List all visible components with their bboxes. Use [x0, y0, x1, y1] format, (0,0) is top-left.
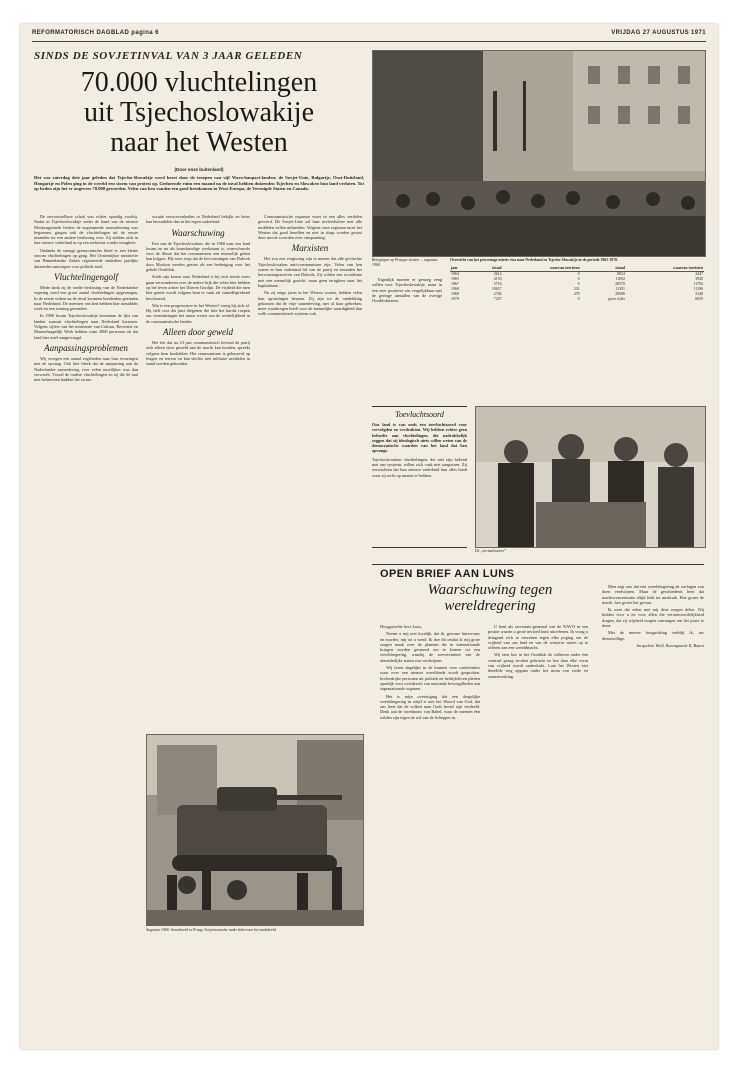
box-lead: Ons land is van ouds een toevluchtsoord voor vervolgden en verdrukten. Wij hebben echter geen behoefte aan vluchtelingen, die nadrukkelijk zeggen dat zij ideologisch niets willen weten van de democratische waarden van het land dat hen opvangt.: [372, 422, 467, 454]
table-cell: 1969: [451, 291, 459, 296]
table-cell: 28370: [615, 281, 625, 286]
photo-normalisators: [475, 406, 706, 548]
table-cell: 5340: [695, 291, 703, 296]
open-letter-title-line-1: Waarschuwing tegen: [427, 582, 553, 598]
table-cell: 1964: [451, 271, 459, 276]
table-cell: 11391: [615, 286, 625, 291]
photo-tanks-prague: [146, 734, 364, 926]
table-header-cell: waarvan toeristen: [626, 266, 704, 272]
table-cell: 2782: [493, 291, 502, 296]
table-cell: 0: [577, 276, 580, 281]
paragraph: Wij zien hoe in het Oostblok de volkeren onder één centraal gezag worden gebracht en hoe daar elke vorm van vrijheid wordt onderdrukt. Laat het Westen niet dezelfde weg opgaan onder het mom van vrede en samenwerking.: [488, 652, 588, 679]
photo-normalisators-caption: De „normalisators”: [475, 549, 506, 553]
table-row: [450, 297, 704, 302]
table-cell: 231: [573, 286, 580, 291]
subheading: Vluchtelingengolf: [54, 271, 118, 282]
photo-demonstration: [372, 50, 706, 257]
table-cell: 479: [573, 291, 580, 296]
paragraph: Men zegt ons dat een wereldregering de oorlogen zou doen verdwijnen. Maar de geschiedenis leert dat machtsconcentratie altijd leidt tot misbruik. Hoe groter de macht, hoe groter het gevaar.: [602, 584, 704, 605]
table-header-cell: waarvan toeristen: [503, 266, 581, 272]
table-title: Overzicht van het percentage uitreis visa naar Nederland en Tsjecho-Slowakije in de periode 1965-1970.: [450, 258, 618, 262]
source-line: (Door onze buitenland): [174, 167, 224, 172]
table-cell: 11196: [693, 286, 703, 291]
open-letter-column-3: [602, 584, 704, 1034]
table-header-cell: totaal: [581, 266, 626, 272]
section-rule: [372, 564, 704, 566]
headline-line-3: naar het Westen: [110, 127, 288, 158]
newspaper-page: [20, 24, 718, 1049]
photo-tanks-image: [147, 735, 363, 925]
paragraph: Het feit dat na 23 jaar communistisch bewind de partij zich alleen door geweld aan de macht kan houden, spreekt volgens hem boekdelen. Het communisme is gebaseerd op leugen en terreur en kan slechts met militaire middelen in stand worden gehouden.: [146, 340, 250, 367]
table-cell: 2447: [695, 271, 703, 276]
table-cell: 28586: [615, 291, 625, 296]
open-letter-title: [380, 582, 600, 618]
table-cell: 1970: [451, 296, 459, 301]
paragraph: Met de meeste hoogachting verblijf ik, uw dienstwillige,: [602, 630, 704, 641]
subheading: Alleen door geweld: [163, 327, 233, 338]
paper-date: VRIJDAG 27 AUGUSTUS 1971: [611, 30, 706, 36]
paragraph: De onvoorstelbare schok was echter spoedig voorbij. Nadat in Tsjechoslowakije onder de hand van de nieuwe Moskougezinde leiders de zogenaamde normalisering was begonnen, gingen ook de vluchtelingen uit de eerste maanden tot een andere beslissing over. Zij stelden zich in hun nieuwe vaderland in op een toekomst zonder terugkeer.: [34, 214, 138, 246]
table-body: [450, 271, 704, 302]
paragraph: Het zou een vergissing zijn te menen dat alle gevluchte Tsjechoslowaken anti-communisten zijn. Velen van hen waren in hun vaderland lid van de partij en steunden het hervormingsstreven van Dubcek. Zij wilden een socialisme met een menselijk gezicht, maar geen terugkeer naar het kapitalisme.: [258, 256, 362, 288]
paragraph: Communistische expansie moet in een alles verdelen gevoerd. De Sovjet-Unie zal haar invloedssfeer met alle middelen willen uitbreiden. Volgens onze zegsman moet het Westen dat goed beseffen en niet in slaap worden gesust door mooie woorden over ontspanning.: [258, 214, 362, 241]
subheading: Waarschuwing: [171, 227, 225, 238]
signature: Jacqueline Weiß, Rozengaarde II, Baarn: [636, 642, 704, 648]
table-cell: 3920: [695, 276, 703, 281]
table-cell: 7257: [493, 296, 502, 301]
open-letter-title-line-2: wereldregering: [444, 598, 536, 614]
photo-demonstration-image: [373, 51, 705, 256]
stats-table: [450, 266, 704, 302]
open-letter-column-2: [488, 624, 588, 1034]
paragraph: Sinds zijn komst naar Nederland is hij zich steeds meer gaan verwonderen over de naïeve kijk die velen hier hebben op het leven achter het IJzeren Gordijn. De vrijheid die men hier geniet wordt volgens hem te vaak als vanzelfsprekend beschouwd.: [146, 274, 250, 301]
table-cell: 2614: [493, 271, 502, 276]
paragraph: Het is mijn overtuiging dat een dergelijke wereldregering in strijd is met het Woord van God, dat ons leert dat de volken naar Gods bestel zijn verdeeld. Denk aan de torenbouw van Babel, waar de mensen één wilden zijn tegen de wil van de Schepper in.: [380, 693, 480, 720]
paragraph: Ik weet dat velen met mij deze zorgen delen. Wij bidden voor u en voor allen die verantwoordelijkheid dragen, dat zij wijsheid mogen ontvangen om het juiste te doen.: [602, 607, 704, 629]
paragraph: Wij vroegen een aantal zegslieden naar hun ervaringen met de opvang. Ook hier bleek dat de aanpassing aan de Nederlandse samenleving voor velen moeilijker was dan verwacht. Vooral de oudere vluchtelingen en zij die de taal niet beheersten hadden het zwaar.: [34, 355, 138, 383]
paragraph: U bent als secretaris-generaal van de NAVO in een positie waarin u grote invloed kunt uitoefenen. Ik vraag u dringend zich te verzetten tegen elke poging om de vrijheid van ons land en van de westerse naties op te offeren aan een wereldmacht.: [488, 624, 588, 651]
box-body: Tsjechoslowaken vluchtelingen, die niet zijn bekend met ons systeem, willen zich vaak niet aanpassen. Zij verwachten dat hun nieuwe vaderland hun alles biedt waar zij recht op menen te hebben.: [372, 456, 467, 478]
kicker-text: SINDS DE SOVJETINVAL VAN 3 JAAR GELEDEN: [34, 50, 303, 62]
subheading: Marxisten: [291, 243, 329, 254]
paragraph: Wij lezen dagelijks in de kranten over conferenties waar over een nieuwe wereldorde wordt gesproken. Invloedrijke personen uit politiek en bedrijfsleven pleiten openlijk voor overdracht van nationale bevoegdheden aan supranationale organen.: [380, 665, 480, 692]
table-cell: 11783: [693, 281, 703, 286]
paragraph: Neemt u mij niet kwalijk, dat ik, gewone huisvrouw en moeder, mij tot u wend. Ik doe dit omdat ik mij grote zorgen maak over de plannen die in internationale kringen worden gesmeed om te komen tot een wereldregering, waarbij de soevereiniteit van de afzonderlijke staten zou verdwijnen.: [380, 631, 480, 663]
table-cell: 1965: [451, 276, 459, 281]
paragraph: Eigenlijk moeten er genoeg zeng willen voor Tsjechoslowakije, maar in een zeer positieve zin vergelijkbaar met de geringe aantallen van de overige Oostblokstaten.: [372, 277, 442, 304]
headline-line-2: uit Tsjechoslowakije: [83, 97, 315, 128]
toevluchtsoord-box: [372, 406, 467, 548]
article-column-1: [34, 214, 138, 734]
paragraph: Mede dank zij de snelle beslissing van de Nederlandse regering werd een groot aantal vluchtelingen opgevangen. In de eerste weken na de inval kwamen honderden gezinnen naar Nederland. De meesten van hen hebben hier inmiddels werk en een woning gevonden.: [34, 284, 138, 312]
photo-tanks-caption: Augustus 1968: Straatbeeld in Praag. Sovjetrussische tanks beheersen het stadsbeeld.: [146, 928, 277, 932]
box-heading: Toevluchtsoord: [395, 410, 444, 419]
article-column-2: [146, 214, 250, 724]
open-letter-label: OPEN BRIEF AAN LUNS: [380, 568, 515, 580]
table-cell: 1968: [451, 286, 459, 291]
paragraph: Nu zij enige jaren in het Westen wonen, hebben velen hun opvattingen herzien. Zij zijn tot de ontdekking gekomen dat de vrije samenleving, met al haar gebreken, meer waarborgen biedt voor de menselijke waardigheid dan welk communistisch systeem ook.: [258, 290, 362, 317]
table-cell: 1967: [451, 281, 459, 286]
photo-demonstration-caption: Betogingen op Praagse straten ... augustus 1968.: [372, 258, 438, 267]
table-cell: 0: [577, 296, 580, 301]
table-cell: 11092: [615, 276, 625, 281]
header-rule: [32, 41, 706, 42]
headline-line-1: 70.000 vluchtelingen: [80, 68, 318, 98]
table-cell: 0: [577, 271, 580, 276]
page-header: [32, 30, 706, 40]
salutation: Hooggeachte heer Luns,: [380, 624, 423, 629]
table-cell: 5716: [493, 281, 502, 286]
kicker: [34, 50, 364, 62]
table-header-cell: jaar: [450, 266, 474, 272]
table-cell: 8824: [617, 271, 625, 276]
refugee-stats-table: [450, 258, 704, 403]
table-header-cell: totaal: [474, 266, 503, 272]
article-column-3: [258, 214, 362, 724]
subheading: Aanpassingsproblemen: [44, 342, 128, 353]
paragraph: Een van de Tsjechoslowaken, die in 1968 naar ons land kwam en nu als bouwkundige werkzaam is, waarschuwde voor de illusie dat het communisme een menselijk gelaat kan krijgen. Hij wees erop dat de hervormingen van Dubcek door Moskou werden gezien als een bedreiging voor het gehele Oostblok.: [146, 240, 250, 273]
table-cell: 6059: [695, 296, 703, 301]
paragraph: sociale verworvenheden in Nederland bekijkt en beter kan beoordelen dan in het eigen vaderland.: [146, 214, 250, 225]
paper-name: REFORMATORISCH DAGBLAD pagina 6: [32, 30, 159, 36]
open-letter-column-1: [380, 624, 480, 1034]
photo-normalisators-image: [476, 407, 705, 547]
table-cell: 0: [577, 281, 580, 286]
table-cell: geen cijfer: [608, 296, 625, 301]
article-lead: Het was zaterdag drie jaar geleden dat Tsjecho-Slowakije werd bezet door de troepen van vijf Warschaupact-landen: de Sovjet-Unie, Bulgarije, Oost-Duitsland, Hongarije en Polen ging in de wereld een storm van protest op. Gedurende ruim een maand na de inval hebben duizenden Tsjechen en Slowaken hun land verlaten. Tot op heden zijn het er ongeveer 70.000 geworden. Velen van hen vonden een goed heenkomen in West-Europa, de Verenigde Staten en Canada.: [34, 175, 364, 192]
paragraph: In 1968 kwam Tsjechoslowakije bovenaan de lijst van landen waaruit vluchtelingen naar Nederland kwamen. Volgens cijfers van het ministerie van Cultuur, Recreatie en Maatschappelijk Werk hebben ruim 2800 personen uit dat land hier asiel aangevraagd.: [34, 313, 138, 340]
headline: [34, 68, 364, 164]
table-cell: 10657: [491, 286, 502, 291]
table-cell: 4153: [493, 276, 502, 281]
paragraph: Wat is een progressieve in het Westen? vroeg hij zich af. Hij stelt vast dat juist diegenen die hier het hardst roepen om veranderingen het minst weten van de werkelijkheid in de communistische landen.: [146, 302, 250, 324]
paragraph: Ondanks de strenge grenscontroles bleef er een kleine stroom vluchtelingen op gang. Het Oostenrijkse ministerie van Binnenlandse Zaken registreerde sindsdien jaarlijks duizenden aanvragen voor politiek asiel.: [34, 247, 138, 269]
stats-intro: [372, 277, 442, 397]
